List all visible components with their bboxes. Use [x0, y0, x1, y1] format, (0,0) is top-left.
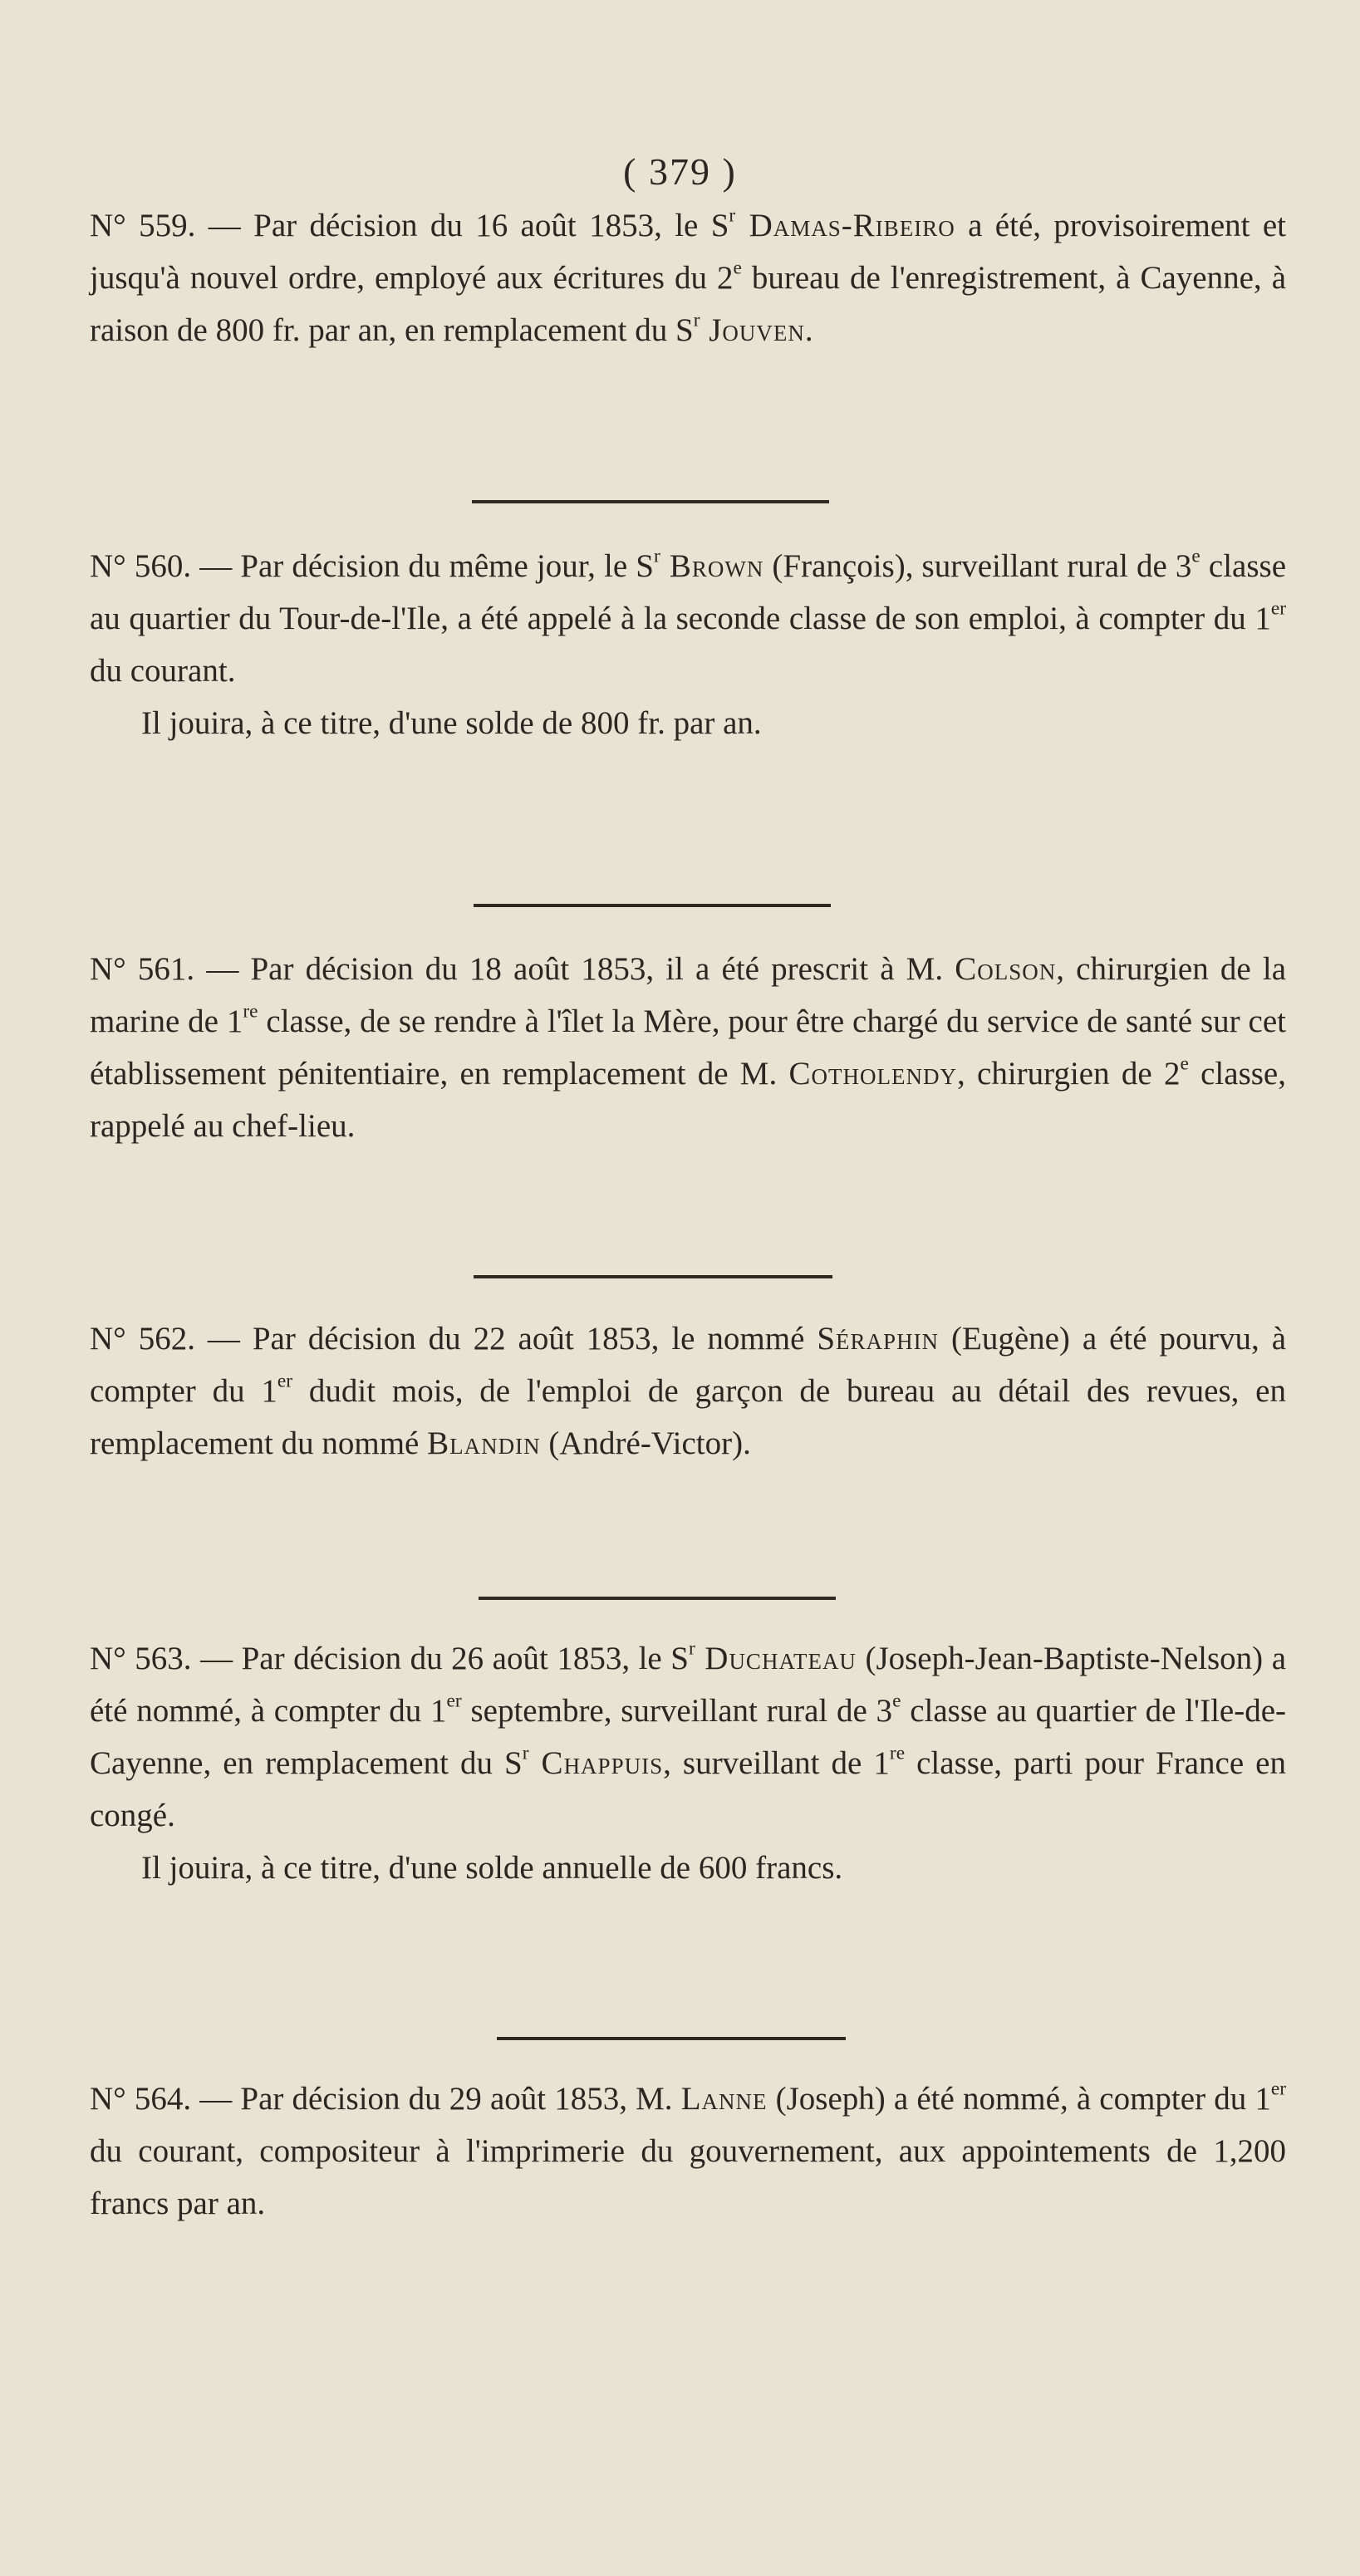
person-name: Cotholendy [788, 1056, 957, 1092]
separator-rule [474, 1275, 832, 1278]
separator-rule [474, 904, 831, 907]
entry-559 [90, 199, 1286, 356]
separator-rule [479, 1597, 836, 1600]
entry-561 [90, 943, 1286, 1152]
person-name: Chappuis [528, 1745, 664, 1781]
page-number: ( 379 ) [623, 150, 737, 193]
person-name: Damas-Ribeiro [735, 208, 955, 243]
person-name: Brown [660, 548, 764, 584]
entry-561-text: N° 561. — Par décision du 18 août 1853, il a été prescrit à M. Colson, chirurgien de la marine de 1re classe, de se rendre à l'îlet la Mère, pour être chargé du service de santé sur cet établissement pénitentiaire, en remplacement de M. Cotholendy, chirurgien de 2e classe, rappelé au chef-lieu. [90, 951, 1286, 1144]
entry-564-text: N° 564. — Par décision du 29 août 1853, M. Lanne (Joseph) a été nommé, à compter du 1er du courant, compositeur à l'imprimerie du gouvernement, aux appointements de 1,200 francs par an. [90, 2078, 1287, 2221]
person-name: Duchateau [695, 1641, 857, 1676]
entry-560-pay: Il jouira, à ce titre, d'une solde de 800 fr. par an. [141, 705, 762, 741]
entry-560-text: N° 560. — Par décision du même jour, le $S^r$ Brown (François), surveillant rural de 3e classe au quartier du Tour-de-l'Ile, a été appelé à la seconde classe de son emploi, à compter du 1er du courant. [90, 545, 1287, 689]
separator-rule [472, 500, 829, 503]
entry-564 [90, 2073, 1286, 2230]
entry-562 [90, 1313, 1286, 1470]
entry-563-pay: Il jouira, à ce titre, d'une solde annuelle de 600 francs. [141, 1850, 843, 1886]
separator-rule [497, 2037, 846, 2040]
person-name: Jouven [700, 312, 805, 348]
person-name: Lanne [680, 2081, 768, 2117]
entry-563-text: N° 563. — Par décision du 26 août 1853, le $S^r$ Duchateau (Joseph-Jean-Baptiste-Nelson) a été nommé, à compter du 1er septembre, surveillant rural de 3e classe au quartier de l'Ile-de-Cayenne, en remplacement du $S^r$ Chappuis, surveillant de 1re classe, parti pour France en congé. [90, 1637, 1286, 1833]
entry-560 [90, 540, 1286, 749]
person-name: Colson [955, 951, 1057, 987]
entry-563 [90, 1632, 1286, 1894]
person-name: Séraphin [817, 1321, 940, 1357]
entry-562-text: N° 562. — Par décision du 22 août 1853, le nommé Séraphin (Eugène) a été pourvu, à compter du 1er dudit mois, de l'emploi de garçon de bureau au détail des revues, en remplacement du nommé Blandin (André-Victor). [90, 1321, 1286, 1461]
person-name: Blandin [427, 1425, 541, 1461]
entry-559-text: N° 559. — Par décision du 16 août 1853, le $S^r$ Damas-Ribeiro a été, provisoirement et jusqu'à nouvel ordre, employé aux écritures du 2e bureau de l'enregistrement, à Cayenne, à raison de 800 fr. par an, en remplacement du $S^r$ Jouven. [90, 204, 1287, 348]
